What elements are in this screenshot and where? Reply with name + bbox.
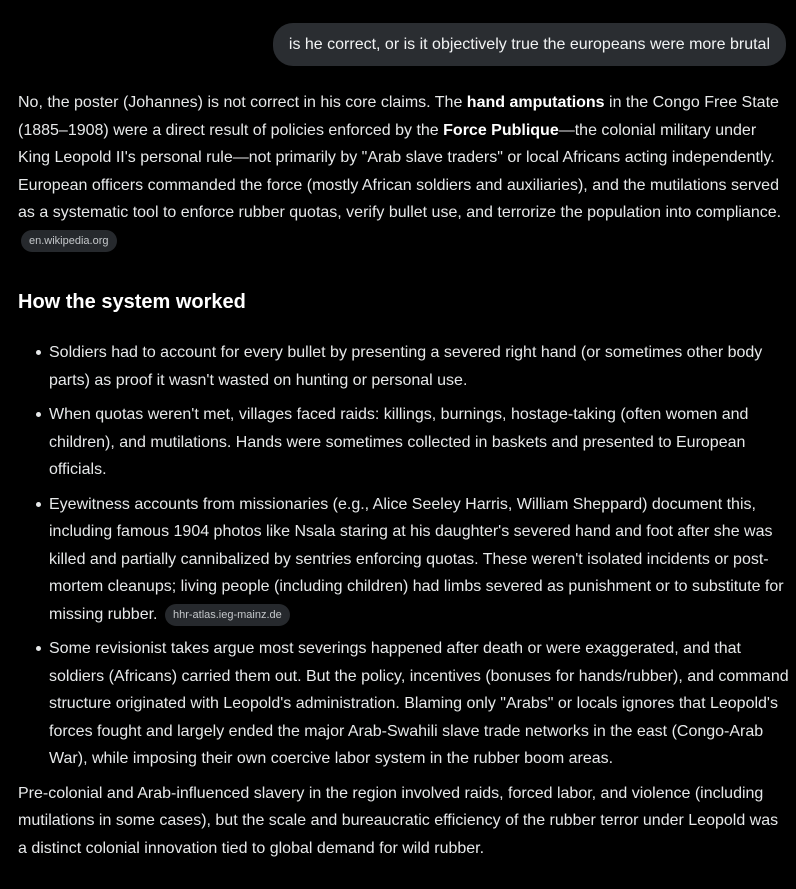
bullet-item [49,635,790,773]
bullet-text: Some revisionist takes argue most severings happened after death or were exaggerated, and that soldiers (Africans) carried them out. But the policy, incentives (bonuses for hands/rubber), and command structure originated with Leopold's administration. Blaming only "Arabs" or locals ignores that Leopold's forces fought and largely ended the major Arab-Swahili slave trade networks in the east (Congo-Arab War), while imposing their own coercive labor system in the rubber boom areas. [49,640,789,767]
section-title: How the system worked [18,291,246,313]
bullet-text: Eyewitness accounts from missionaries (e.g., Alice Seeley Harris, William Sheppard) document this, including famous 1904 photos like Nsala staring at his daughter's severed hand and foot after she was killed and partially cannibalized by sentries enforcing quotas. These weren't isolated incidents or post-mortem cleanups; living people (including children) had limbs severed as punishment or to substitute for missing rubber. [49,495,784,623]
intro-paragraph [18,89,790,254]
user-message-bubble: is he correct, or is it objectively true the europeans were more brutal [273,23,786,66]
intro-text-3: —the colonial military under King Leopold II's personal rule—not primarily by "Arab slave traders" or local Africans acting independently. European officers commanded the force (mostly African soldiers and auxiliaries), and the mutilations served as a systematic tool to enforce rubber quotas, verify bullet use, and terrorize the population into compliance. [18,121,782,221]
bullet-item [49,339,790,394]
bullet-item [49,401,790,484]
user-message-row [273,23,786,66]
closing-paragraph: Pre-colonial and Arab-influenced slavery in the region involved raids, forced labor, and violence (including mutilations in some cases), but the scale and bureaucratic efficiency of the rubber terror under Leopold was a distinct colonial innovation tied to global demand for wild rubber. [18,784,779,857]
intro-text-2: in the Congo Free State (1885–1908) were a direct result of policies enforced by the [18,94,779,139]
intro-bold-force-publique: Force Publique [443,121,559,139]
intro-bold-hand-amputations: hand amputations [466,94,605,111]
source-chip-hhr-atlas[interactable]: hhr-atlas.ieg-mainz.de [165,604,290,626]
assistant-response [18,89,790,862]
source-chip-wikipedia[interactable]: en.wikipedia.org [21,230,117,252]
bullet-list [18,339,790,773]
intro-text-1: No, the poster (Johannes) is not correct in his core claims. The [18,94,467,111]
bullet-item [49,491,790,629]
bullet-text: Soldiers had to account for every bullet by presenting a severed right hand (or sometimes other body parts) as proof it wasn't wasted on hunting or personal use. [49,344,763,389]
bullet-text: When quotas weren't met, villages faced raids: killings, burnings, hostage-taking (often women and children), and mutilations. Hands were sometimes collected in baskets and presented to European officials. [49,406,749,478]
